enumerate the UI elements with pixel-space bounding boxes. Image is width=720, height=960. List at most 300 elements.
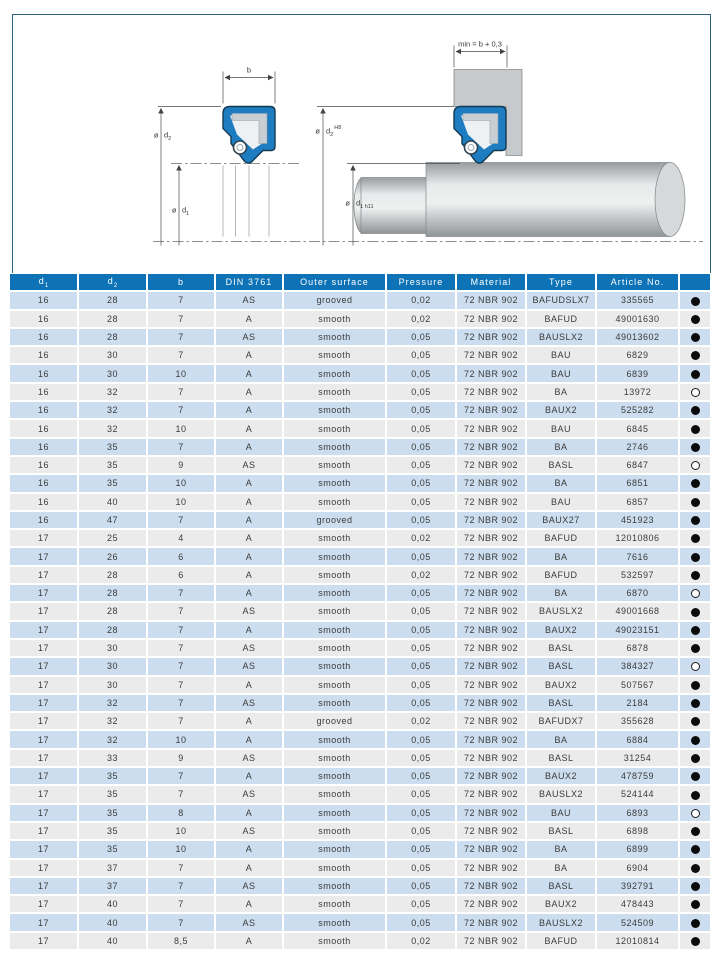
availability-cell	[680, 311, 710, 327]
open-circle-icon	[691, 809, 700, 818]
table-cell: BASL	[527, 658, 595, 674]
table-cell: A	[216, 347, 282, 363]
table-cell: A	[216, 384, 282, 400]
table-cell: 35	[79, 457, 146, 473]
table-cell: 49001630	[597, 311, 678, 327]
table-cell: 0,05	[387, 402, 455, 418]
table-cell: smooth	[284, 402, 385, 418]
table-cell: 7	[148, 402, 214, 418]
table-cell: A	[216, 365, 282, 381]
table-cell: 0,02	[387, 713, 455, 729]
table-row	[10, 713, 710, 729]
column-header: DIN 3761	[216, 274, 282, 290]
table-cell: 10	[148, 365, 214, 381]
table-cell: 0,05	[387, 841, 455, 857]
table-cell: 17	[10, 530, 77, 546]
table-cell: 35	[79, 805, 146, 821]
table-cell: 16	[10, 402, 77, 418]
table-cell: 35	[79, 841, 146, 857]
table-cell: 26	[79, 548, 146, 564]
table-row	[10, 896, 710, 912]
table-cell: BA	[527, 841, 595, 857]
table-row	[10, 457, 710, 473]
table-cell: smooth	[284, 695, 385, 711]
table-cell: AS	[216, 750, 282, 766]
table-cell: 6	[148, 567, 214, 583]
table-cell: 6878	[597, 640, 678, 656]
table-cell: AS	[216, 603, 282, 619]
table-row	[10, 841, 710, 857]
table-cell: 72 NBR 902	[457, 878, 525, 894]
table-cell: AS	[216, 292, 282, 308]
table-cell: 16	[10, 365, 77, 381]
table-cell: 7	[148, 878, 214, 894]
filled-circle-icon	[691, 791, 700, 800]
table-cell: 0,05	[387, 347, 455, 363]
filled-circle-icon	[691, 736, 700, 745]
diameter-symbol-d1: ø	[171, 205, 177, 215]
availability-cell	[680, 640, 710, 656]
table-cell: 30	[79, 658, 146, 674]
table-cell: BA	[527, 548, 595, 564]
table-cell: 72 NBR 902	[457, 677, 525, 693]
table-cell: 478443	[597, 896, 678, 912]
table-cell: 6893	[597, 805, 678, 821]
table-cell: 524144	[597, 786, 678, 802]
table-cell: 30	[79, 365, 146, 381]
table-cell: AS	[216, 658, 282, 674]
dim-label-b: b	[246, 65, 252, 75]
table-cell: 7	[148, 914, 214, 930]
table-cell: BASL	[527, 640, 595, 656]
column-header: $d_1$	[10, 274, 77, 290]
table-cell: A	[216, 805, 282, 821]
table-cell: 35	[79, 475, 146, 491]
table-cell: A	[216, 713, 282, 729]
column-header: $d_2$	[79, 274, 146, 290]
table-cell: BAU	[527, 805, 595, 821]
table-cell: 72 NBR 902	[457, 731, 525, 747]
table-cell: smooth	[284, 786, 385, 802]
table-cell: 0,05	[387, 420, 455, 436]
availability-cell	[680, 292, 710, 308]
table-cell: 0,05	[387, 512, 455, 528]
table-cell: 72 NBR 902	[457, 658, 525, 674]
table-cell: smooth	[284, 640, 385, 656]
table-cell: AS	[216, 823, 282, 839]
table-cell: 8,5	[148, 933, 214, 949]
table-cell: 25	[79, 530, 146, 546]
table-cell: 17	[10, 750, 77, 766]
table-cell: 72 NBR 902	[457, 292, 525, 308]
table-cell: 72 NBR 902	[457, 786, 525, 802]
availability-cell	[680, 585, 710, 601]
shaft-end-face	[655, 163, 685, 237]
table-row	[10, 805, 710, 821]
table-cell: 6	[148, 548, 214, 564]
table-cell: 0,05	[387, 384, 455, 400]
table-cell: BAFUD	[527, 567, 595, 583]
table-cell: 7	[148, 292, 214, 308]
table-row	[10, 311, 710, 327]
table-cell: AS	[216, 457, 282, 473]
table-cell: smooth	[284, 365, 385, 381]
table-cell: 0,02	[387, 567, 455, 583]
table-cell: A	[216, 622, 282, 638]
table-cell: 31254	[597, 750, 678, 766]
table-cell: A	[216, 677, 282, 693]
table-cell: 17	[10, 640, 77, 656]
table-cell: 72 NBR 902	[457, 603, 525, 619]
filled-circle-icon	[691, 644, 700, 653]
filled-circle-icon	[691, 297, 700, 306]
table-cell: A	[216, 420, 282, 436]
seal-section-diagram	[154, 66, 299, 246]
table-cell: BA	[527, 475, 595, 491]
table-cell: 72 NBR 902	[457, 475, 525, 491]
table-row	[10, 439, 710, 455]
table-cell: 40	[79, 494, 146, 510]
table-cell: 49001668	[597, 603, 678, 619]
table-cell: 40	[79, 896, 146, 912]
table-cell: 7	[148, 603, 214, 619]
table-cell: 392791	[597, 878, 678, 894]
table-cell: 7	[148, 896, 214, 912]
table-cell: 17	[10, 786, 77, 802]
table-cell: 16	[10, 475, 77, 491]
table-cell: 28	[79, 567, 146, 583]
table-cell: 72 NBR 902	[457, 494, 525, 510]
table-cell: grooved	[284, 512, 385, 528]
table-cell: 0,02	[387, 933, 455, 949]
table-cell: 37	[79, 860, 146, 876]
table-cell: 17	[10, 841, 77, 857]
availability-cell	[680, 914, 710, 930]
filled-circle-icon	[691, 479, 700, 488]
table-cell: BAUX2	[527, 677, 595, 693]
table-cell: 32	[79, 420, 146, 436]
table-cell: smooth	[284, 329, 385, 345]
table-cell: 0,02	[387, 311, 455, 327]
table-cell: 33	[79, 750, 146, 766]
table-cell: smooth	[284, 823, 385, 839]
table-cell: 0,05	[387, 585, 455, 601]
table-row	[10, 347, 710, 363]
table-cell: 28	[79, 622, 146, 638]
table-cell: 16	[10, 494, 77, 510]
table-cell: BAFUDSLX7	[527, 292, 595, 308]
table-cell: 7	[148, 439, 214, 455]
filled-circle-icon	[691, 937, 700, 946]
table-cell: 0,02	[387, 530, 455, 546]
table-cell: 35	[79, 823, 146, 839]
table-row	[10, 933, 710, 949]
table-row	[10, 420, 710, 436]
table-cell: BAUSLX2	[527, 603, 595, 619]
table-cell: A	[216, 311, 282, 327]
shaft-large-section	[426, 163, 670, 237]
availability-cell	[680, 475, 710, 491]
table-cell: 35	[79, 439, 146, 455]
table-cell: 7	[148, 786, 214, 802]
table-cell: smooth	[284, 841, 385, 857]
availability-cell	[680, 677, 710, 693]
availability-cell	[680, 658, 710, 674]
table-cell: 6857	[597, 494, 678, 510]
table-cell: smooth	[284, 933, 385, 949]
table-cell: smooth	[284, 567, 385, 583]
table-cell: 10	[148, 420, 214, 436]
table-row	[10, 860, 710, 876]
spec-table	[8, 272, 712, 951]
availability-cell	[680, 402, 710, 418]
table-cell: 6870	[597, 585, 678, 601]
table-cell: 35	[79, 768, 146, 784]
filled-circle-icon	[691, 699, 700, 708]
table-cell: 17	[10, 896, 77, 912]
seal-installed	[454, 107, 506, 164]
spec-table-body	[10, 292, 710, 949]
table-cell: smooth	[284, 896, 385, 912]
table-cell: 0,05	[387, 603, 455, 619]
table-cell: 17	[10, 860, 77, 876]
table-cell: smooth	[284, 585, 385, 601]
filled-circle-icon	[691, 626, 700, 635]
filled-circle-icon	[691, 717, 700, 726]
table-cell: 47	[79, 512, 146, 528]
table-cell: 0,05	[387, 750, 455, 766]
table-cell: 6851	[597, 475, 678, 491]
table-cell: 7	[148, 677, 214, 693]
table-cell: 0,05	[387, 365, 455, 381]
diameter-symbol-d1-h11: ø	[345, 198, 350, 208]
table-cell: 12010814	[597, 933, 678, 949]
table-cell: A	[216, 512, 282, 528]
dim-label-min-bore-depth: min = b + 0,3	[458, 39, 502, 49]
table-cell: 0,05	[387, 695, 455, 711]
table-cell: 17	[10, 658, 77, 674]
table-cell: 0,05	[387, 439, 455, 455]
filled-circle-icon	[691, 370, 700, 379]
table-cell: 6898	[597, 823, 678, 839]
table-cell: smooth	[284, 677, 385, 693]
table-cell: 0,05	[387, 658, 455, 674]
dim-label-d1: $d_1$	[182, 205, 190, 217]
table-cell: smooth	[284, 860, 385, 876]
table-cell: 7	[148, 622, 214, 638]
table-cell: 72 NBR 902	[457, 896, 525, 912]
table-cell: 17	[10, 677, 77, 693]
availability-cell	[680, 750, 710, 766]
table-cell: 7	[148, 768, 214, 784]
table-cell: smooth	[284, 548, 385, 564]
table-row	[10, 365, 710, 381]
table-cell: A	[216, 896, 282, 912]
table-cell: 478759	[597, 768, 678, 784]
table-cell: 72 NBR 902	[457, 402, 525, 418]
table-cell: 7	[148, 512, 214, 528]
filled-circle-icon	[691, 498, 700, 507]
table-cell: 7	[148, 695, 214, 711]
table-cell: 72 NBR 902	[457, 805, 525, 821]
table-cell: 16	[10, 329, 77, 345]
column-header: Article No.	[597, 274, 678, 290]
table-cell: BAFUD	[527, 933, 595, 949]
table-cell: 32	[79, 731, 146, 747]
table-cell: 0,05	[387, 768, 455, 784]
table-cell: 32	[79, 695, 146, 711]
dim-label-d2-h8: $d_2^{H8}$	[326, 125, 342, 138]
table-cell: 7	[148, 713, 214, 729]
availability-cell	[680, 878, 710, 894]
availability-cell	[680, 439, 710, 455]
table-cell: smooth	[284, 658, 385, 674]
dim-label-d1-h11: $d_1$ h11	[356, 198, 374, 210]
diameter-symbol-d2: ø	[153, 130, 159, 140]
table-cell: AS	[216, 695, 282, 711]
table-cell: 49013602	[597, 329, 678, 345]
table-cell: AS	[216, 640, 282, 656]
table-cell: 28	[79, 585, 146, 601]
table-cell: BAUX2	[527, 622, 595, 638]
table-cell: A	[216, 585, 282, 601]
table-cell: smooth	[284, 475, 385, 491]
filled-circle-icon	[691, 351, 700, 360]
table-cell: BASL	[527, 695, 595, 711]
table-cell: 524509	[597, 914, 678, 930]
table-cell: smooth	[284, 311, 385, 327]
availability-cell	[680, 384, 710, 400]
table-cell: 32	[79, 713, 146, 729]
table-cell: 72 NBR 902	[457, 585, 525, 601]
table-cell: 35	[79, 786, 146, 802]
table-cell: 16	[10, 512, 77, 528]
table-cell: 0,05	[387, 329, 455, 345]
table-row	[10, 329, 710, 345]
table-cell: 0,02	[387, 292, 455, 308]
table-cell: A	[216, 933, 282, 949]
table-cell: 0,05	[387, 786, 455, 802]
table-cell: 10	[148, 823, 214, 839]
table-cell: smooth	[284, 622, 385, 638]
table-cell: 72 NBR 902	[457, 512, 525, 528]
table-cell: 72 NBR 902	[457, 622, 525, 638]
availability-cell	[680, 805, 710, 821]
table-row	[10, 292, 710, 308]
table-cell: 9	[148, 457, 214, 473]
table-cell: 37	[79, 878, 146, 894]
table-row	[10, 677, 710, 693]
column-header: b	[148, 274, 214, 290]
table-cell: 72 NBR 902	[457, 420, 525, 436]
table-cell: 525282	[597, 402, 678, 418]
table-cell: 16	[10, 347, 77, 363]
table-cell: grooved	[284, 713, 385, 729]
column-header	[680, 274, 710, 290]
table-cell: smooth	[284, 494, 385, 510]
table-cell: 7	[148, 329, 214, 345]
table-cell: 72 NBR 902	[457, 768, 525, 784]
table-cell: BAU	[527, 420, 595, 436]
table-row	[10, 750, 710, 766]
table-cell: 0,05	[387, 823, 455, 839]
table-cell: smooth	[284, 750, 385, 766]
open-circle-icon	[691, 461, 700, 470]
table-cell: BAUSLX2	[527, 329, 595, 345]
table-cell: smooth	[284, 530, 385, 546]
table-cell: smooth	[284, 731, 385, 747]
filled-circle-icon	[691, 681, 700, 690]
availability-cell	[680, 786, 710, 802]
table-cell: 72 NBR 902	[457, 841, 525, 857]
table-cell: 32	[79, 402, 146, 418]
availability-cell	[680, 768, 710, 784]
table-cell: BASL	[527, 878, 595, 894]
availability-cell	[680, 494, 710, 510]
table-cell: 7	[148, 311, 214, 327]
table-cell: 7616	[597, 548, 678, 564]
table-cell: 17	[10, 695, 77, 711]
table-cell: 8	[148, 805, 214, 821]
table-cell: 0,05	[387, 548, 455, 564]
availability-cell	[680, 512, 710, 528]
table-cell: 32	[79, 384, 146, 400]
table-row	[10, 512, 710, 528]
table-cell: 17	[10, 713, 77, 729]
table-cell: BASL	[527, 457, 595, 473]
table-cell: grooved	[284, 292, 385, 308]
table-cell: A	[216, 841, 282, 857]
table-cell: 28	[79, 603, 146, 619]
table-cell: 451923	[597, 512, 678, 528]
table-row	[10, 640, 710, 656]
table-cell: 72 NBR 902	[457, 365, 525, 381]
table-header-row	[10, 274, 710, 290]
filled-circle-icon	[691, 754, 700, 763]
table-cell: 12010806	[597, 530, 678, 546]
table-row	[10, 402, 710, 418]
table-cell: A	[216, 402, 282, 418]
table-row	[10, 494, 710, 510]
table-cell: 10	[148, 475, 214, 491]
table-cell: 507567	[597, 677, 678, 693]
table-cell: BA	[527, 860, 595, 876]
column-header: Outer surface	[284, 274, 385, 290]
table-cell: BAU	[527, 365, 595, 381]
availability-cell	[680, 695, 710, 711]
column-header: Type	[527, 274, 595, 290]
table-cell: 72 NBR 902	[457, 530, 525, 546]
availability-cell	[680, 860, 710, 876]
table-row	[10, 731, 710, 747]
table-cell: BA	[527, 439, 595, 455]
availability-cell	[680, 567, 710, 583]
filled-circle-icon	[691, 333, 700, 342]
table-cell: A	[216, 768, 282, 784]
availability-cell	[680, 603, 710, 619]
table-cell: AS	[216, 878, 282, 894]
table-cell: smooth	[284, 384, 385, 400]
availability-cell	[680, 731, 710, 747]
table-cell: 10	[148, 841, 214, 857]
availability-cell	[680, 530, 710, 546]
table-cell: BAUSLX2	[527, 914, 595, 930]
filled-circle-icon	[691, 827, 700, 836]
table-cell: 7	[148, 640, 214, 656]
filled-circle-icon	[691, 315, 700, 324]
table-cell: 28	[79, 329, 146, 345]
table-row	[10, 548, 710, 564]
